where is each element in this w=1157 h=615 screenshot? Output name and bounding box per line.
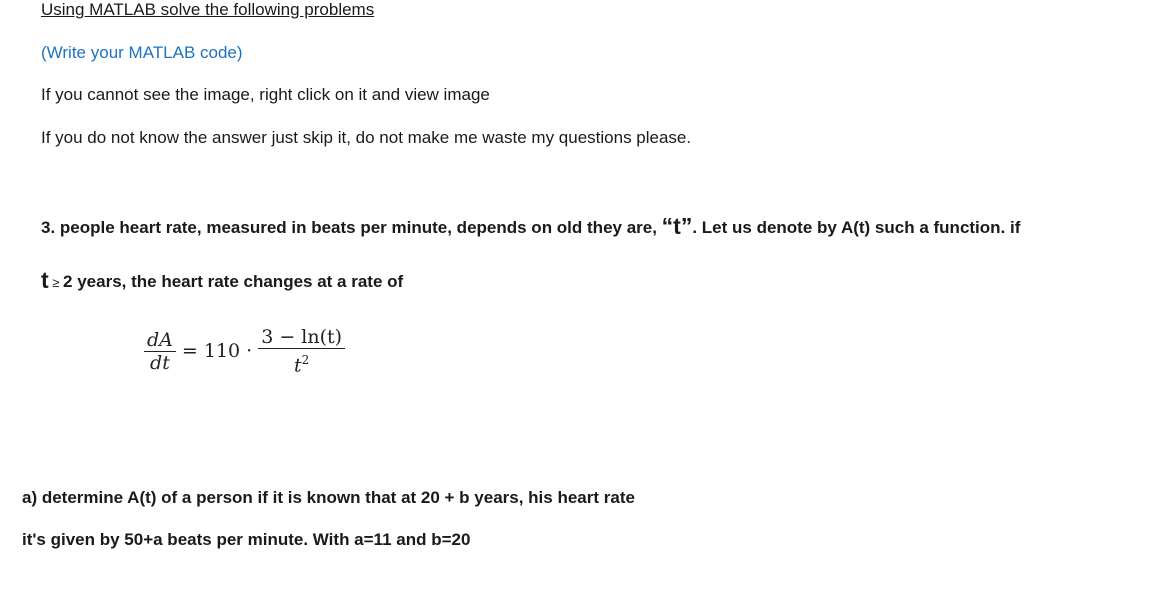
question-3-t-symbol: t	[41, 267, 49, 293]
lhs-denominator: dt	[150, 351, 170, 374]
rate-equation	[142, 326, 347, 376]
rhs-denominator-exponent: 2	[301, 353, 310, 367]
question-3-text-a: 3. people heart rate, measured in beats per minute, depends on old they are,	[41, 218, 662, 237]
rhs-denominator	[291, 349, 312, 376]
skip-instruction: If you do not know the answer just skip it, do not make me waste my questions please.	[41, 128, 692, 147]
greater-equal-sign: ≥	[48, 275, 64, 290]
question-3-variable-t: “t”	[661, 213, 693, 239]
question-3-line-2	[41, 267, 404, 293]
part-a-line-1: a) determine A(t) of a person if it is known that at 20 + b years, his heart rate	[22, 488, 635, 507]
code-instruction: (Write your MATLAB code)	[41, 43, 243, 62]
question-3-text-b: . Let us denote by A(t) such a function. if	[692, 218, 1021, 237]
lhs-fraction	[144, 329, 176, 374]
rhs-numerator: 3 − ln(t)	[261, 326, 343, 348]
rhs-denominator-base: t	[294, 354, 302, 377]
part-a-line-2: it's given by 50+a beats per minute. With a=11 and b=20	[22, 530, 471, 549]
question-3-line-1	[41, 213, 1021, 239]
rhs-fraction	[258, 326, 345, 376]
page-heading: Using MATLAB solve the following problems	[41, 0, 375, 19]
equation-middle: = 110 ·	[181, 340, 253, 363]
image-instruction: If you cannot see the image, right click on it and view image	[41, 85, 490, 104]
question-3-text-c: 2 years, the heart rate changes at a rate of	[63, 272, 404, 291]
lhs-numerator: dA	[147, 328, 173, 351]
